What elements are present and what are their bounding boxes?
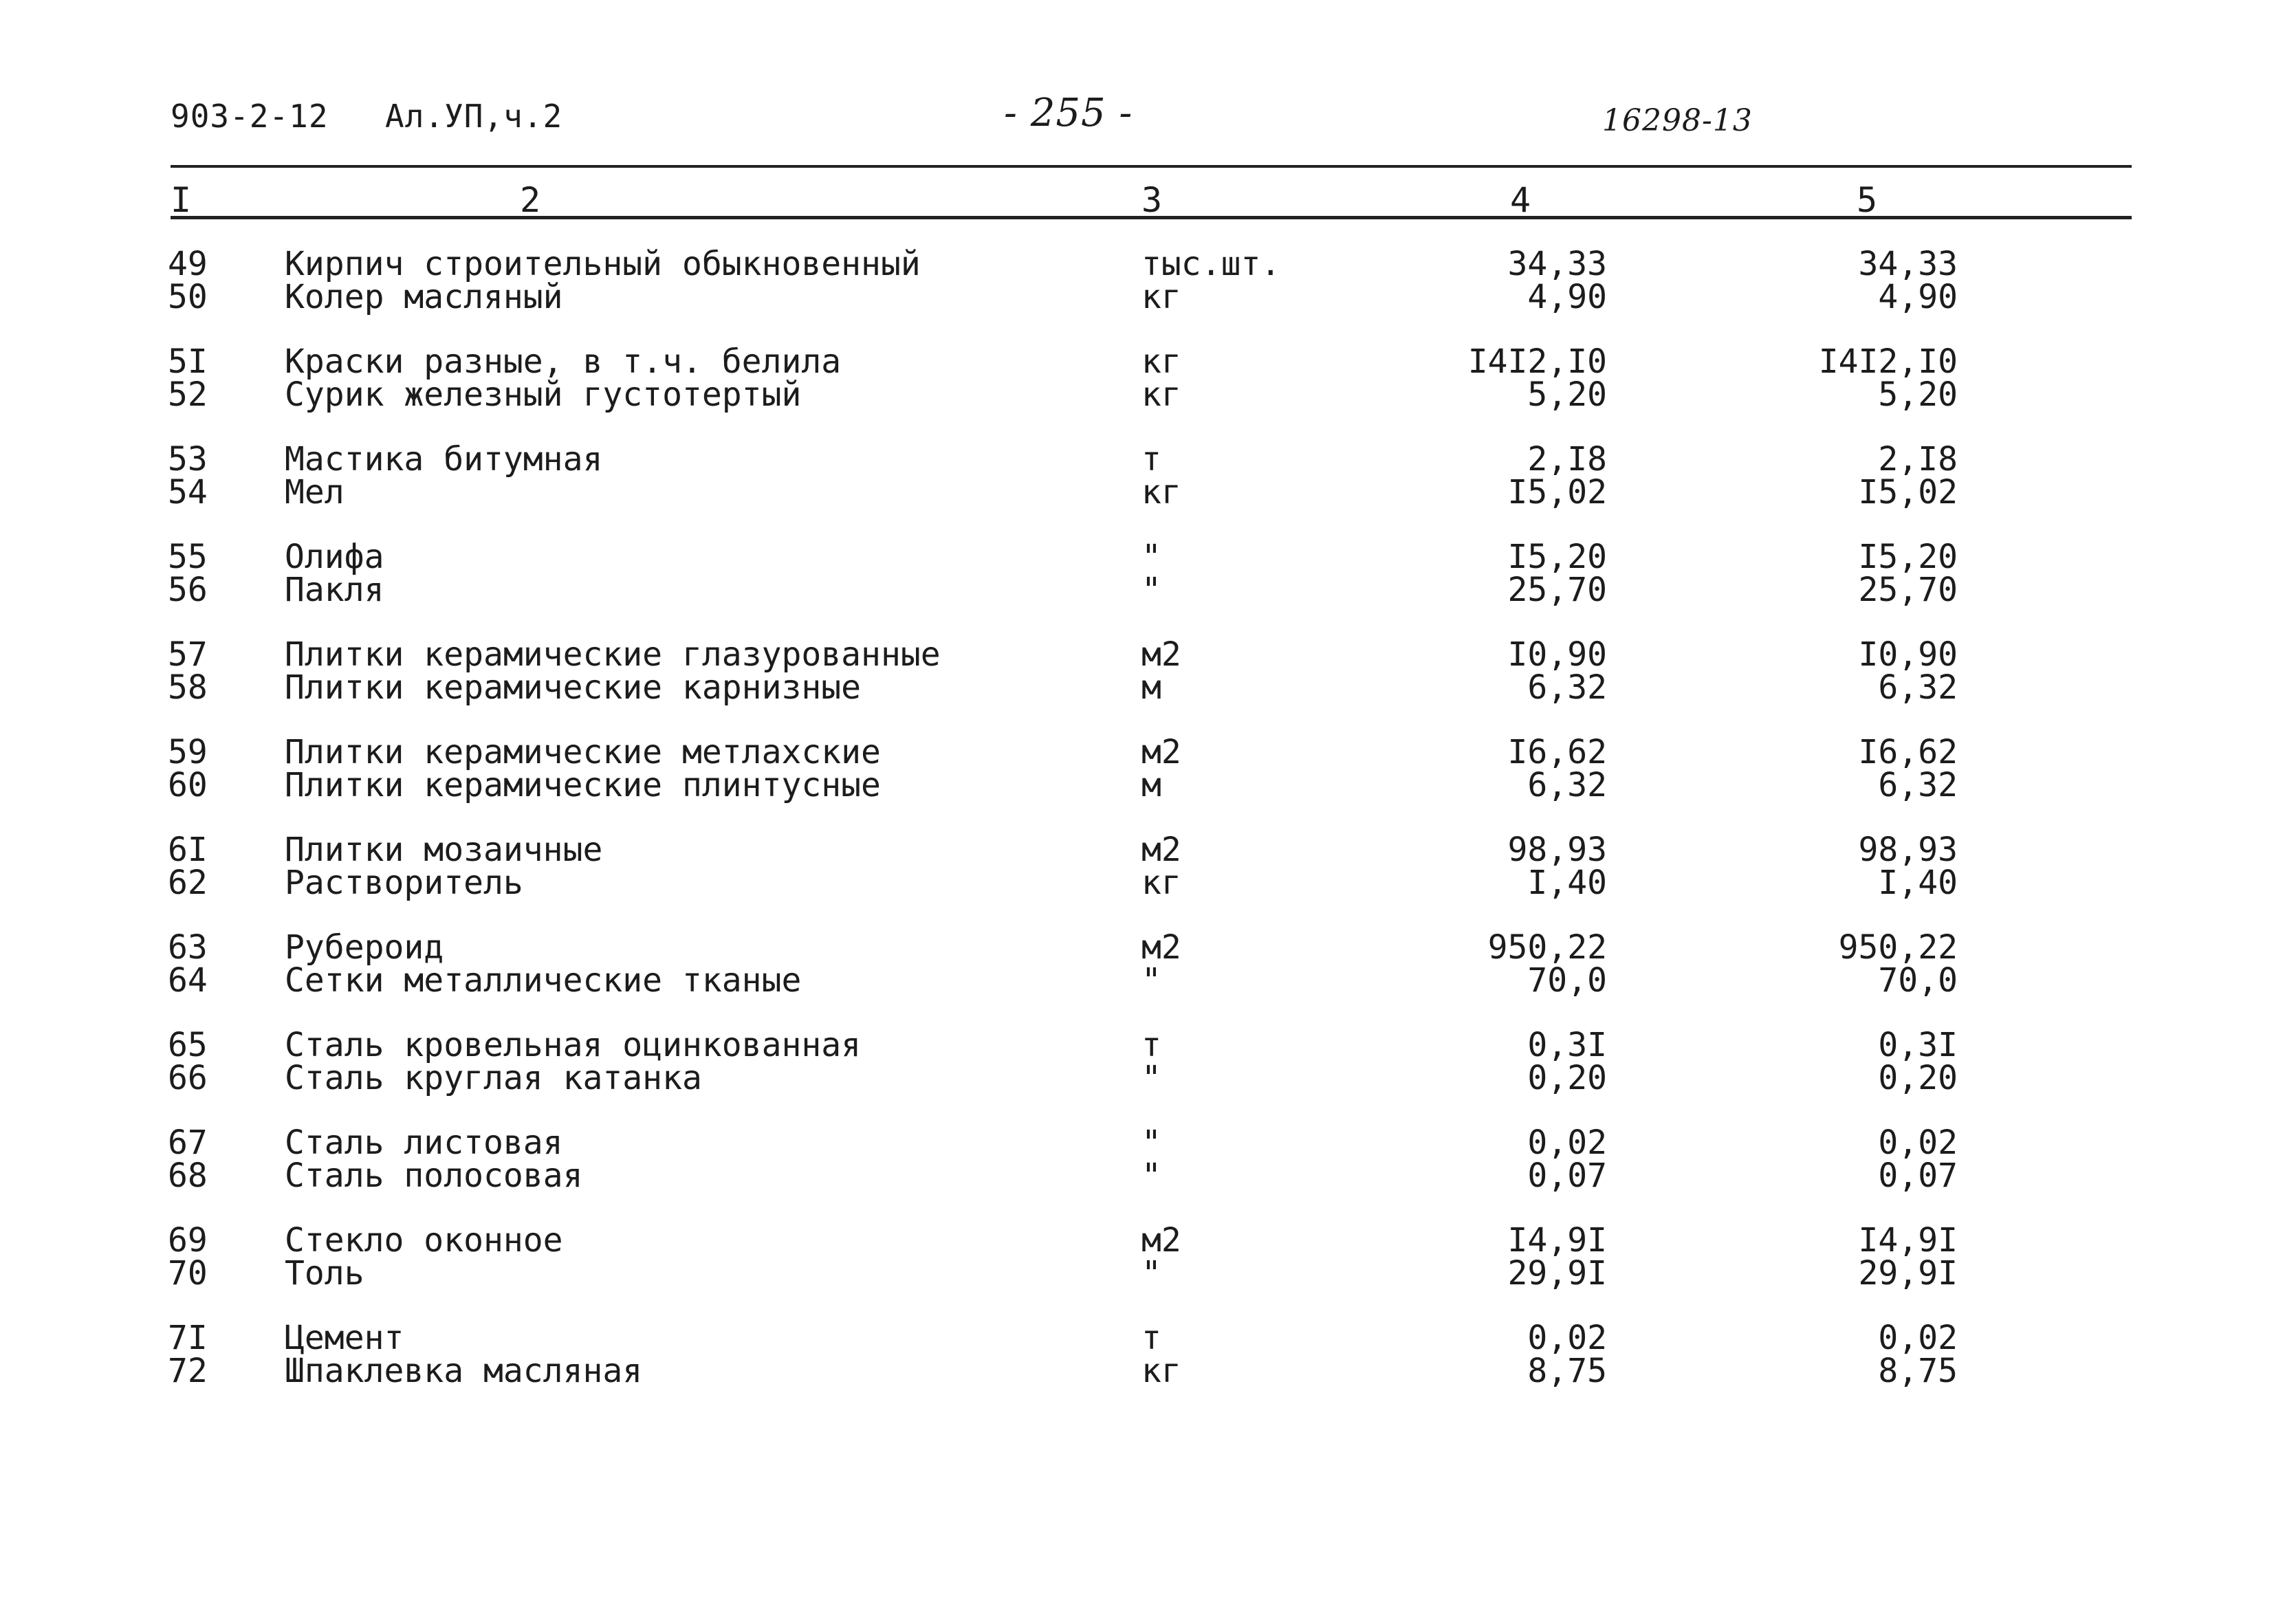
table-row: [0, 864, 2274, 902]
quantity: I5,02: [1507, 473, 1607, 512]
total-quantity: 34,33: [1858, 245, 1958, 283]
material-name: Растворитель: [285, 864, 523, 902]
total-quantity: I,40: [1878, 864, 1958, 902]
unit: ": [1141, 1156, 1161, 1195]
quantity: 0,3I: [1527, 1026, 1607, 1064]
document-code: 903-2-12: [171, 98, 329, 135]
table-row: [0, 1352, 2274, 1390]
quantity: 34,33: [1507, 245, 1607, 283]
quantity: 0,20: [1527, 1059, 1607, 1097]
total-quantity: 98,93: [1858, 831, 1958, 869]
unit: кг: [1141, 473, 1181, 512]
total-quantity: 4,90: [1878, 278, 1958, 316]
header-top-rule: [171, 165, 2132, 168]
row-number: 63: [168, 928, 208, 967]
quantity: 4,90: [1527, 278, 1607, 316]
table-row: [0, 733, 2274, 771]
total-quantity: I4,9I: [1858, 1221, 1958, 1260]
table-row: [0, 538, 2274, 576]
row-group: [0, 342, 2274, 443]
row-group: [0, 733, 2274, 833]
total-quantity: 0,07: [1878, 1156, 1958, 1195]
unit: кг: [1141, 375, 1181, 414]
materials-table: [0, 245, 2274, 1419]
total-quantity: 2,I8: [1878, 440, 1958, 479]
unit: ": [1141, 961, 1161, 1000]
quantity: 29,9I: [1507, 1254, 1607, 1293]
material-name: Сталь листовая: [285, 1123, 563, 1162]
row-group: [0, 1123, 2274, 1224]
unit: кг: [1141, 278, 1181, 316]
unit: кг: [1141, 864, 1181, 902]
row-group: [0, 540, 2274, 638]
column-header-4: 4: [1510, 180, 1531, 220]
total-quantity: 0,20: [1878, 1059, 1958, 1097]
material-name: Плитки мозаичные: [285, 831, 603, 869]
quantity: 0,02: [1527, 1319, 1607, 1357]
quantity: 6,32: [1527, 668, 1607, 707]
total-quantity: I5,20: [1858, 538, 1958, 576]
total-quantity: 0,02: [1878, 1319, 1958, 1357]
unit: ": [1141, 1123, 1161, 1162]
table-row: [0, 668, 2274, 707]
total-quantity: 5,20: [1878, 375, 1958, 414]
material-name: Сурик железный густотертый: [285, 375, 802, 414]
material-name: Стекло оконное: [285, 1221, 563, 1260]
quantity: 0,02: [1527, 1123, 1607, 1162]
row-number: 55: [168, 538, 208, 576]
material-name: Плитки керамические метлахские: [285, 733, 881, 771]
table-row: [0, 375, 2274, 414]
total-quantity: 0,3I: [1878, 1026, 1958, 1064]
material-name: Мел: [285, 473, 345, 512]
material-name: Колер масляный: [285, 278, 563, 316]
total-quantity: I5,02: [1858, 473, 1958, 512]
row-number: 56: [168, 571, 208, 609]
total-quantity: 8,75: [1878, 1352, 1958, 1390]
table-row: [0, 1221, 2274, 1260]
unit: ": [1141, 571, 1161, 609]
unit: тыс.шт.: [1141, 245, 1281, 283]
table-row: [0, 928, 2274, 967]
quantity: I4,9I: [1507, 1221, 1607, 1260]
total-quantity: 29,9I: [1858, 1254, 1958, 1293]
row-number: 6I: [168, 831, 208, 869]
table-row: [0, 1156, 2274, 1195]
quantity: I6,62: [1507, 733, 1607, 771]
row-number: 68: [168, 1156, 208, 1195]
unit: т: [1141, 1319, 1161, 1357]
material-name: Сталь полосовая: [285, 1156, 583, 1195]
row-number: 64: [168, 961, 208, 1000]
row-group: [0, 245, 2274, 345]
material-name: Плитки керамические карнизные: [285, 668, 862, 707]
quantity: I,40: [1527, 864, 1607, 902]
row-number: 5I: [168, 342, 208, 381]
table-row: [0, 766, 2274, 804]
table-row: [0, 278, 2274, 316]
total-quantity: 6,32: [1878, 668, 1958, 707]
row-number: 62: [168, 864, 208, 902]
table-row: [0, 1123, 2274, 1162]
column-header-5: 5: [1857, 180, 1878, 220]
column-header-1: I: [171, 180, 192, 220]
unit: ": [1141, 1059, 1161, 1097]
quantity: I4I2,I0: [1467, 342, 1607, 381]
quantity: 70,0: [1527, 961, 1607, 1000]
material-name: Плитки керамические плинтусные: [285, 766, 881, 804]
row-number: 66: [168, 1059, 208, 1097]
row-number: 49: [168, 245, 208, 283]
row-number: 52: [168, 375, 208, 414]
material-name: Мастика битумная: [285, 440, 603, 479]
unit: т: [1141, 1026, 1161, 1064]
quantity: 5,20: [1527, 375, 1607, 414]
table-row: [0, 1319, 2274, 1357]
column-header-2: 2: [520, 180, 541, 220]
material-name: Олифа: [285, 538, 384, 576]
quantity: I5,20: [1507, 538, 1607, 576]
column-header-3: 3: [1141, 180, 1163, 220]
row-number: 7I: [168, 1319, 208, 1357]
total-quantity: 70,0: [1878, 961, 1958, 1000]
row-number: 54: [168, 473, 208, 512]
row-number: 53: [168, 440, 208, 479]
row-group: [0, 635, 2274, 736]
material-name: Сталь кровельная оцинкованная: [285, 1026, 862, 1064]
unit: м2: [1141, 928, 1181, 967]
quantity: 0,07: [1527, 1156, 1607, 1195]
row-number: 60: [168, 766, 208, 804]
material-name: Шпаклевка масляная: [285, 1352, 643, 1390]
row-number: 67: [168, 1123, 208, 1162]
row-number: 58: [168, 668, 208, 707]
material-name: Сетки металлические тканые: [285, 961, 802, 1000]
table-row: [0, 342, 2274, 381]
quantity: 950,22: [1487, 928, 1607, 967]
material-name: Краски разные, в т.ч. белила: [285, 342, 842, 381]
material-name: Сталь круглая катанка: [285, 1059, 702, 1097]
table-row: [0, 831, 2274, 869]
table-row: [0, 245, 2274, 283]
unit: кг: [1141, 342, 1181, 381]
table-row: [0, 961, 2274, 1000]
unit: кг: [1141, 1352, 1181, 1390]
material-name: Плитки керамические глазурованные: [285, 635, 941, 674]
row-group: [0, 1321, 2274, 1419]
row-number: 69: [168, 1221, 208, 1260]
unit: т: [1141, 440, 1161, 479]
total-quantity: 950,22: [1838, 928, 1958, 967]
unit: м: [1141, 766, 1161, 804]
table-row: [0, 1059, 2274, 1097]
quantity: I0,90: [1507, 635, 1607, 674]
total-quantity: I4I2,I0: [1818, 342, 1958, 381]
table-row: [0, 473, 2274, 512]
total-quantity: I0,90: [1858, 635, 1958, 674]
row-group: [0, 1026, 2274, 1126]
quantity: 6,32: [1527, 766, 1607, 804]
quantity: 8,75: [1527, 1352, 1607, 1390]
unit: ": [1141, 538, 1161, 576]
row-group: [0, 928, 2274, 1029]
material-name: Цемент: [285, 1319, 404, 1357]
total-quantity: 25,70: [1858, 571, 1958, 609]
quantity: 2,I8: [1527, 440, 1607, 479]
total-quantity: 6,32: [1878, 766, 1958, 804]
album-reference: Ал.УП,ч.2: [385, 98, 563, 135]
material-name: Пакля: [285, 571, 384, 609]
quantity: 25,70: [1507, 571, 1607, 609]
row-number: 70: [168, 1254, 208, 1293]
row-group: [0, 1221, 2274, 1321]
quantity: 98,93: [1507, 831, 1607, 869]
unit: м2: [1141, 831, 1181, 869]
total-quantity: 0,02: [1878, 1123, 1958, 1162]
unit: ": [1141, 1254, 1161, 1293]
total-quantity: I6,62: [1858, 733, 1958, 771]
row-number: 50: [168, 278, 208, 316]
unit: м: [1141, 668, 1161, 707]
table-row: [0, 440, 2274, 479]
table-row: [0, 635, 2274, 674]
table-row: [0, 1254, 2274, 1293]
material-name: Кирпич строительный обыкновенный: [285, 245, 921, 283]
material-name: Толь: [285, 1254, 364, 1293]
row-number: 57: [168, 635, 208, 674]
row-number: 59: [168, 733, 208, 771]
unit: м2: [1141, 733, 1181, 771]
inventory-number: 16298-13: [1602, 103, 1753, 138]
row-number: 65: [168, 1026, 208, 1064]
row-group: [0, 440, 2274, 540]
unit: м2: [1141, 635, 1181, 674]
row-number: 72: [168, 1352, 208, 1390]
unit: м2: [1141, 1221, 1181, 1260]
table-row: [0, 571, 2274, 609]
table-row: [0, 1026, 2274, 1064]
page-number: - 255 -: [1004, 91, 1133, 135]
row-group: [0, 833, 2274, 931]
material-name: Рубероид: [285, 928, 444, 967]
